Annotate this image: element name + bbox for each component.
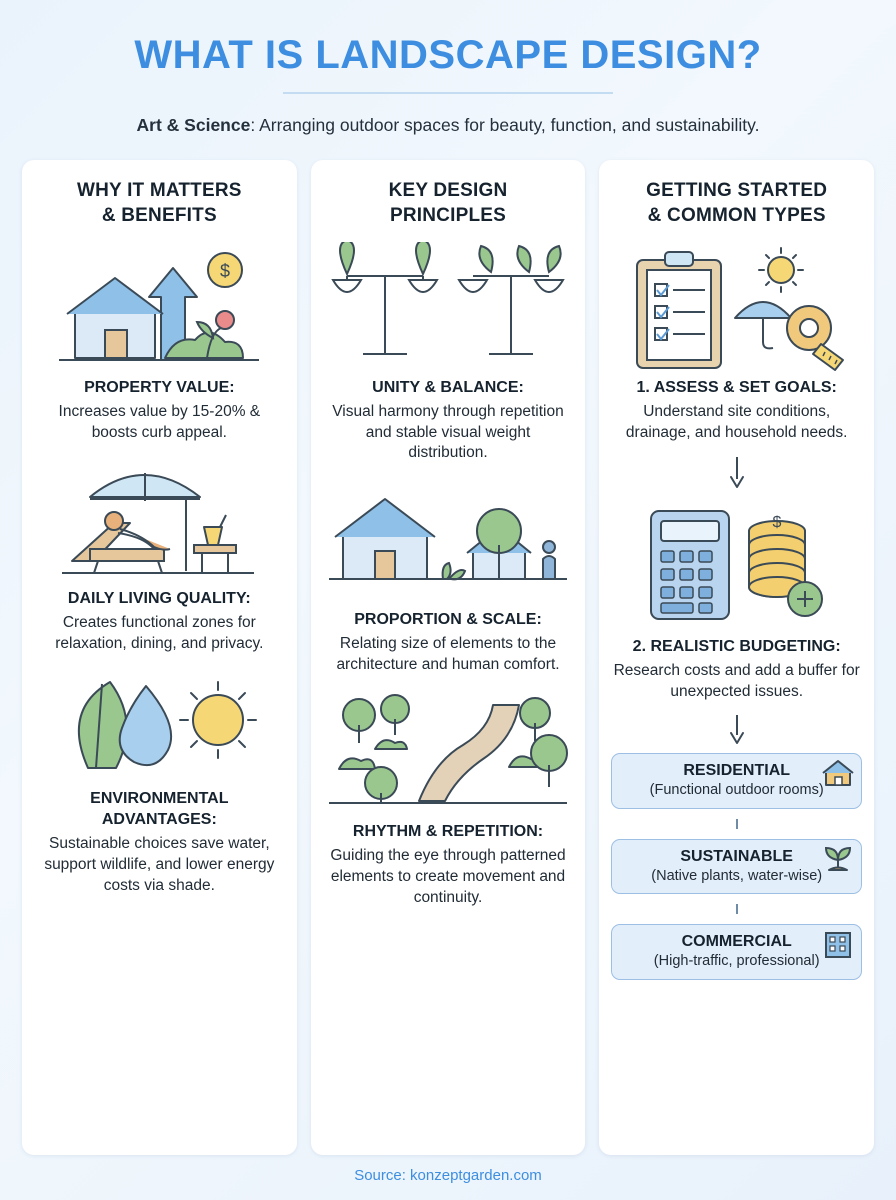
balance-scales-plants-icon: [323, 242, 573, 372]
block-body: Understand site conditions, drainage, and household needs.: [625, 402, 848, 441]
block-heading: UNITY & BALANCE:: [372, 378, 524, 396]
office-building-icon: [821, 929, 855, 964]
type-card-commercial[interactable]: [611, 924, 862, 980]
type-connector-1: [736, 819, 738, 829]
houses-tree-person-scale-icon: [323, 474, 573, 604]
source-label: Source: konzeptgarden.com: [354, 1167, 542, 1184]
page-subtitle: [18, 114, 878, 138]
leaf-water-drop-sun-icon: [54, 665, 264, 783]
column-1-title: [34, 178, 285, 228]
house-growth-arrow-coin-icon: [49, 242, 269, 372]
block-daily-living-quality: [34, 453, 285, 655]
column-3-title-line1: GETTING STARTED: [646, 179, 828, 201]
subtitle-rest: : Arranging outdoor spaces for beauty, function, and sustainability.: [250, 115, 760, 135]
column-3-title: [611, 178, 862, 228]
block-unity-balance: [323, 242, 574, 465]
page-title: WHAT IS LANDSCAPE DESIGN?: [134, 33, 762, 77]
block-heading: PROPORTION & SCALE:: [354, 611, 542, 629]
block-heading: RHYTHM & REPETITION:: [352, 822, 544, 840]
block-body: Guiding the eye through patterned elements to create movement and continuity.: [330, 846, 566, 906]
block-heading: DAILY LIVING QUALITY:: [67, 590, 251, 608]
svg-text:$: $: [772, 514, 782, 532]
clipboard-checklist-sun-umbrella-tape-icon: [617, 242, 857, 372]
column-why-it-matters: [22, 160, 297, 1155]
house-icon: [821, 758, 855, 793]
block-body: Research costs and add a buffer for unexpected issues.: [613, 662, 860, 701]
block-assess-set-goals: [611, 242, 862, 444]
common-types-list: [611, 753, 862, 980]
column-3-title-line2: & COMMON TYPES: [647, 204, 826, 226]
subtitle-lead: Art & Science: [136, 115, 251, 135]
type-name: COMMERCIAL: [681, 933, 792, 951]
block-realistic-budgeting: [611, 501, 862, 703]
block-body: Relating size of elements to the architecture and human comfort.: [336, 635, 560, 674]
type-desc: (High-traffic, professional): [653, 953, 820, 970]
column-2-title: [323, 178, 574, 228]
column-1-title-line2: & BENEFITS: [101, 204, 217, 226]
column-1-title-line1: WHY IT MATTERS: [77, 179, 242, 201]
type-desc: (Native plants, water-wise): [651, 867, 823, 884]
column-2-title-line2: PRINCIPLES: [389, 204, 507, 226]
flow-arrow-icon-1: [611, 455, 862, 489]
type-connector-2: [736, 904, 738, 914]
columns-container: [18, 160, 878, 1155]
calculator-coins-icon: [627, 501, 847, 631]
block-heading: PROPERTY VALUE:: [84, 378, 235, 396]
svg-text:$: $: [220, 260, 231, 281]
type-card-residential[interactable]: [611, 753, 862, 809]
block-heading: 1. ASSESS & SET GOALS:: [636, 378, 837, 396]
block-body: Increases value by 15-20% & boosts curb appeal.: [58, 402, 261, 441]
lounge-chair-umbrella-icon: [54, 453, 264, 583]
flow-arrow-icon-2: [611, 715, 862, 745]
type-card-sustainable[interactable]: [611, 839, 862, 895]
block-heading: 2. REALISTIC BUDGETING:: [632, 638, 841, 656]
title-divider: [283, 92, 613, 94]
garden-path-trees-icon: [323, 686, 573, 816]
block-rhythm-repetition: [323, 686, 574, 909]
block-property-value: [34, 242, 285, 444]
column-getting-started: [599, 160, 874, 1155]
block-body: Creates functional zones for relaxation, dining, and privacy.: [55, 614, 264, 653]
column-key-design-principles: [311, 160, 586, 1155]
block-heading: ENVIRONMENTAL ADVANTAGES:: [90, 790, 229, 828]
sprout-icon: [821, 844, 855, 879]
block-body: Sustainable choices save water, support wildlife, and lower energy costs via shade.: [44, 834, 275, 894]
type-name: RESIDENTIAL: [683, 762, 791, 780]
block-body: Visual harmony through repetition and stable visual weight distribution.: [332, 402, 564, 462]
type-name: SUSTAINABLE: [680, 847, 793, 865]
block-environmental-advantages: [34, 665, 285, 896]
block-proportion-scale: [323, 474, 574, 676]
column-2-title-line1: KEY DESIGN: [388, 179, 508, 201]
type-desc: (Functional outdoor rooms): [649, 782, 824, 799]
